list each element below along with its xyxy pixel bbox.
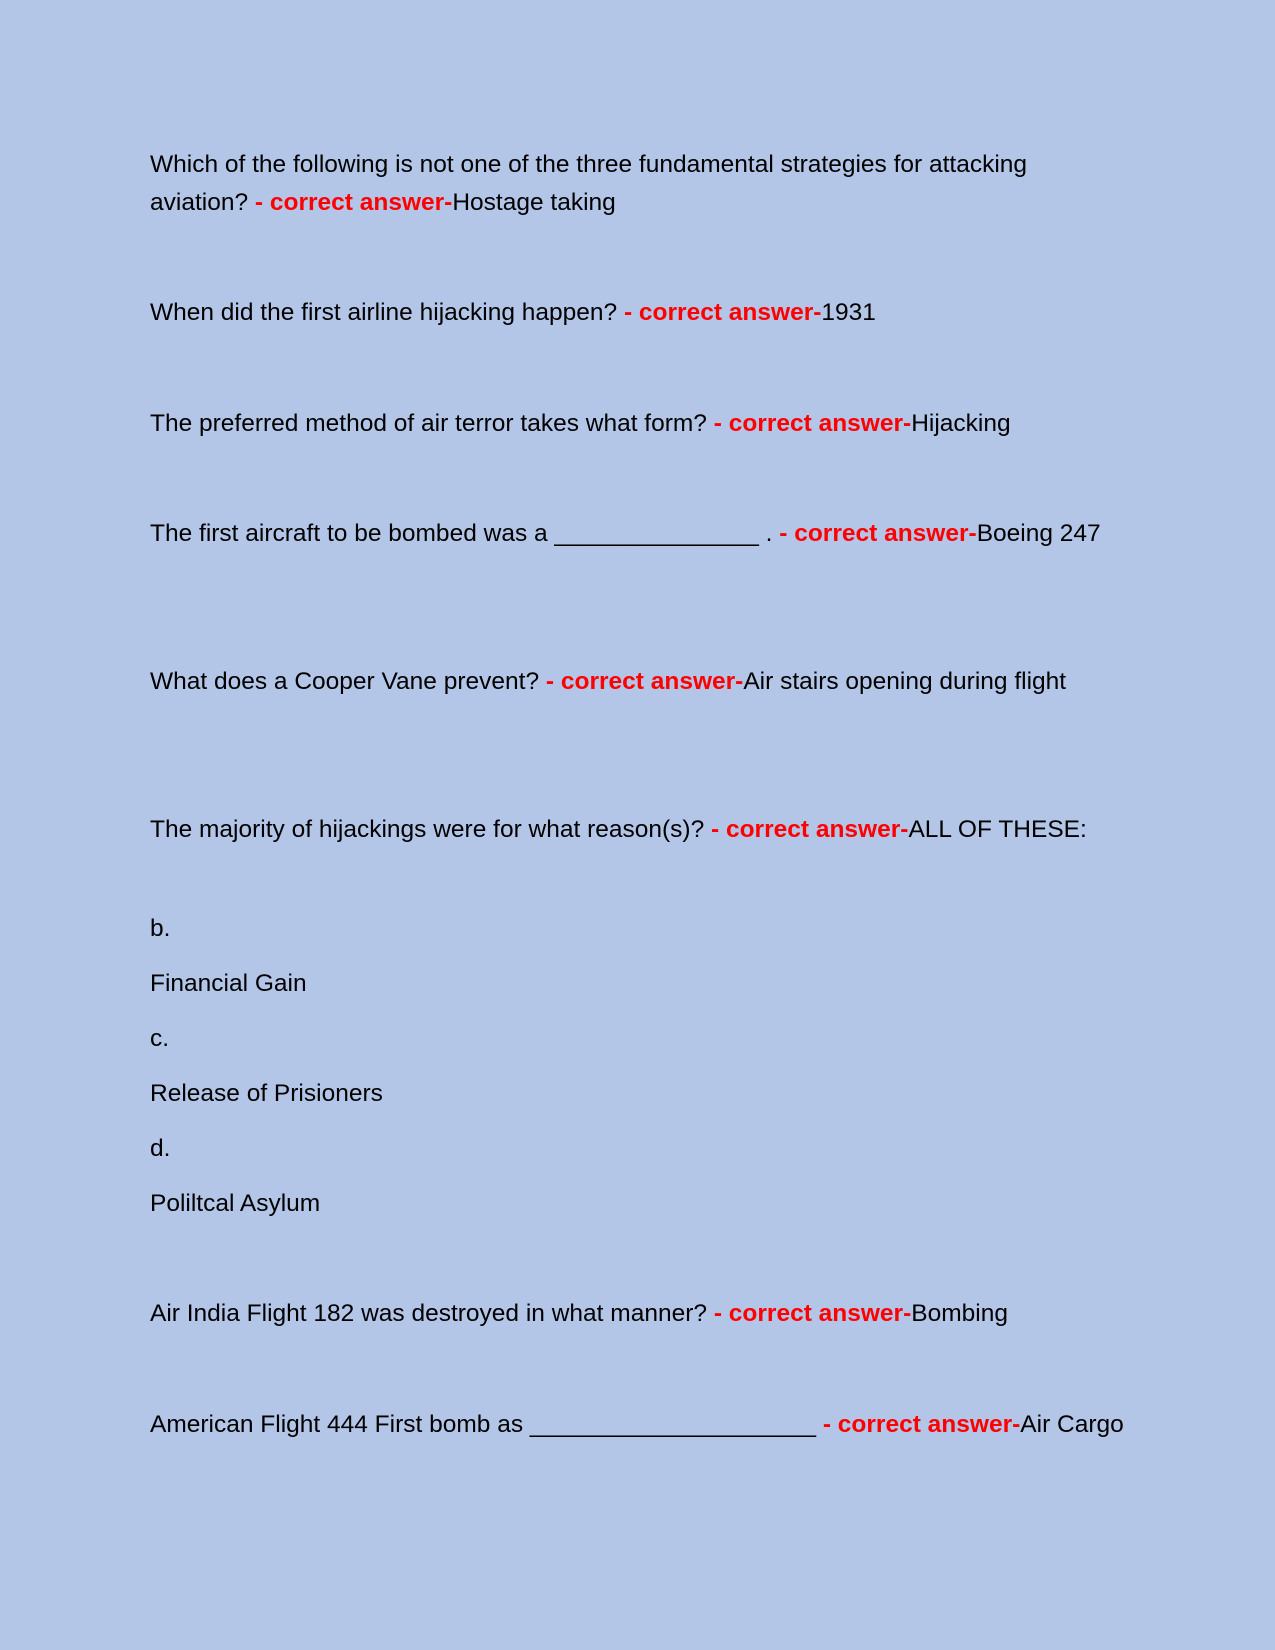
option-text: Poliltcal Asylum [150,1190,321,1217]
answer-text: ALL OF THESE: [908,816,1087,843]
qa-item-1 [150,146,1130,222]
option-text: Release of Prisioners [150,1080,383,1107]
correct-answer-marker: - correct answer- [254,189,453,216]
option-letter: c. [150,1025,170,1052]
qa-item-5 [150,663,1130,701]
answer-text: Boeing 247 [976,520,1101,547]
correct-answer-marker: - correct answer- [545,668,744,695]
correct-answer-marker: - correct answer- [623,299,822,326]
answer-text: Air Cargo [1020,1411,1124,1438]
answer-text: Hijacking [911,410,1011,437]
qa-item-3 [150,405,1130,443]
qa-item-7 [150,1295,1130,1333]
correct-answer-marker: - correct answer- [713,410,912,437]
answer-text: Hostage taking [452,189,616,216]
answer-text: Bombing [911,1300,1008,1327]
answer-text: 1931 [821,299,876,326]
option-letter: b. [150,915,171,942]
qa-item-6 [150,811,1130,849]
correct-answer-marker: - correct answer- [713,1300,912,1327]
option-letter: d. [150,1135,171,1162]
question-text: The preferred method of air terror takes what form? [150,410,714,437]
question-text: The majority of hijackings were for what reason(s)? [150,816,711,843]
qa-item-4 [150,515,1130,553]
question-text: American Flight 444 First bomb as _____________________ [150,1411,823,1438]
answer-text: Air stairs opening during flight [743,668,1067,695]
question-text: Which of the following is not one of the three fundamental strategies for attacking aviation? [150,151,1028,216]
correct-answer-marker: - correct answer- [822,1411,1021,1438]
option-text: Financial Gain [150,970,307,997]
qa-item-2 [150,294,1130,332]
qa-item-8 [150,1406,1130,1444]
question-text: The first aircraft to be bombed was a _______________ . [150,520,780,547]
question-text: When did the first airline hijacking happen? [150,299,624,326]
question-text: What does a Cooper Vane prevent? [150,668,546,695]
correct-answer-marker: - correct answer- [779,520,977,547]
question-text: Air India Flight 182 was destroyed in what manner? [150,1300,714,1327]
correct-answer-marker: - correct answer- [711,816,909,843]
